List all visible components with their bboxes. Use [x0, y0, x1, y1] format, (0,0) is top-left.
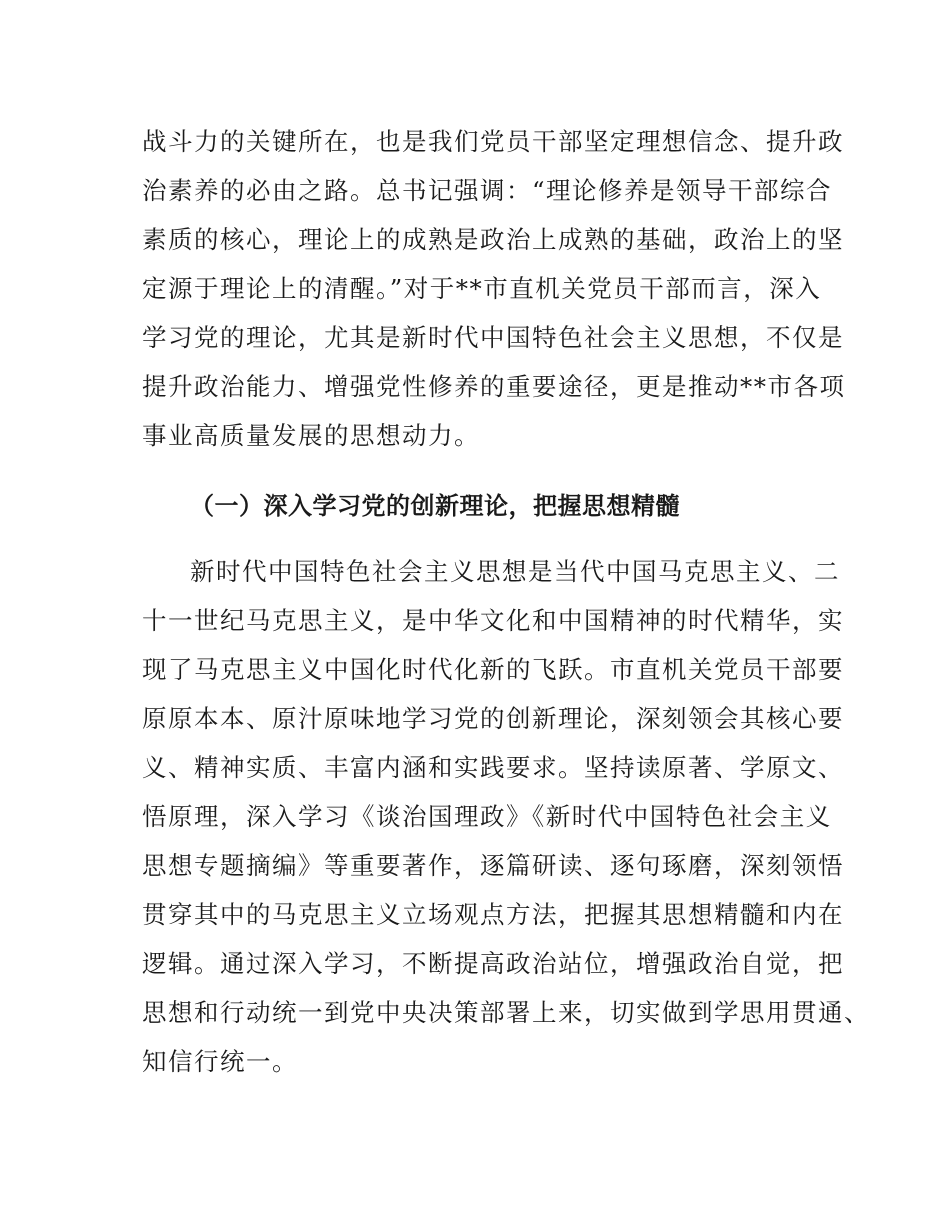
- paragraph-line: 现了马克思主义中国化时代化新的飞跃。市直机关党员干部要: [142, 655, 844, 684]
- paragraph-line: 提升政治能力、增强党性修养的重要途径，更是推动**市各项: [142, 372, 846, 401]
- paragraph-line: 十一世纪马克思主义，是中华文化和中国精神的时代精华，实: [142, 606, 844, 635]
- paragraph-line: 战斗力的关键所在，也是我们党员干部坚定理想信念、提升政: [142, 127, 844, 156]
- paragraph-line: 思想和行动统一到党中央决策部署上来，切实做到学思用贯通、: [142, 998, 870, 1027]
- paragraph-line: 义、精神实质、丰富内涵和实践要求。坚持读原著、学原文、: [142, 753, 844, 782]
- paragraph-line: 学习党的理论，尤其是新时代中国特色社会主义思想，不仅是: [142, 323, 844, 352]
- paragraph-line: 治素养的必由之路。总书记强调：“理论修养是领导干部综合: [142, 176, 833, 205]
- paragraph-line: 思想专题摘编》等重要著作，逐篇研读、逐句琢磨，深刻领悟: [142, 851, 844, 880]
- section-heading: （一）深入学习党的创新理论，把握思想精髓: [190, 492, 680, 520]
- paragraph-line: 逻辑。通过深入学习，不断提高政治站位，增强政治自觉，把: [142, 949, 844, 978]
- paragraph-line: 原原本本、原汁原味地学习党的创新理论，深刻领会其核心要: [142, 704, 844, 733]
- paragraph-line: 知信行统一。: [142, 1047, 298, 1076]
- paragraph-line: 素质的核心，理论上的成熟是政治上成熟的基础，政治上的坚: [142, 225, 844, 254]
- paragraph-line: 悟原理，深入学习《谈治国理政》《新时代中国特色社会主义: [142, 802, 832, 831]
- paragraph-line: 定源于理论上的清醒。”对于**市直机关党员干部而言，深入: [142, 274, 822, 303]
- paragraph-line: 贯穿其中的马克思主义立场观点方法，把握其思想精髓和内在: [142, 900, 844, 929]
- paragraph-line: 新时代中国特色社会主义思想是当代中国马克思主义、二: [190, 557, 840, 586]
- paragraph-line: 事业高质量发展的思想动力。: [142, 421, 480, 450]
